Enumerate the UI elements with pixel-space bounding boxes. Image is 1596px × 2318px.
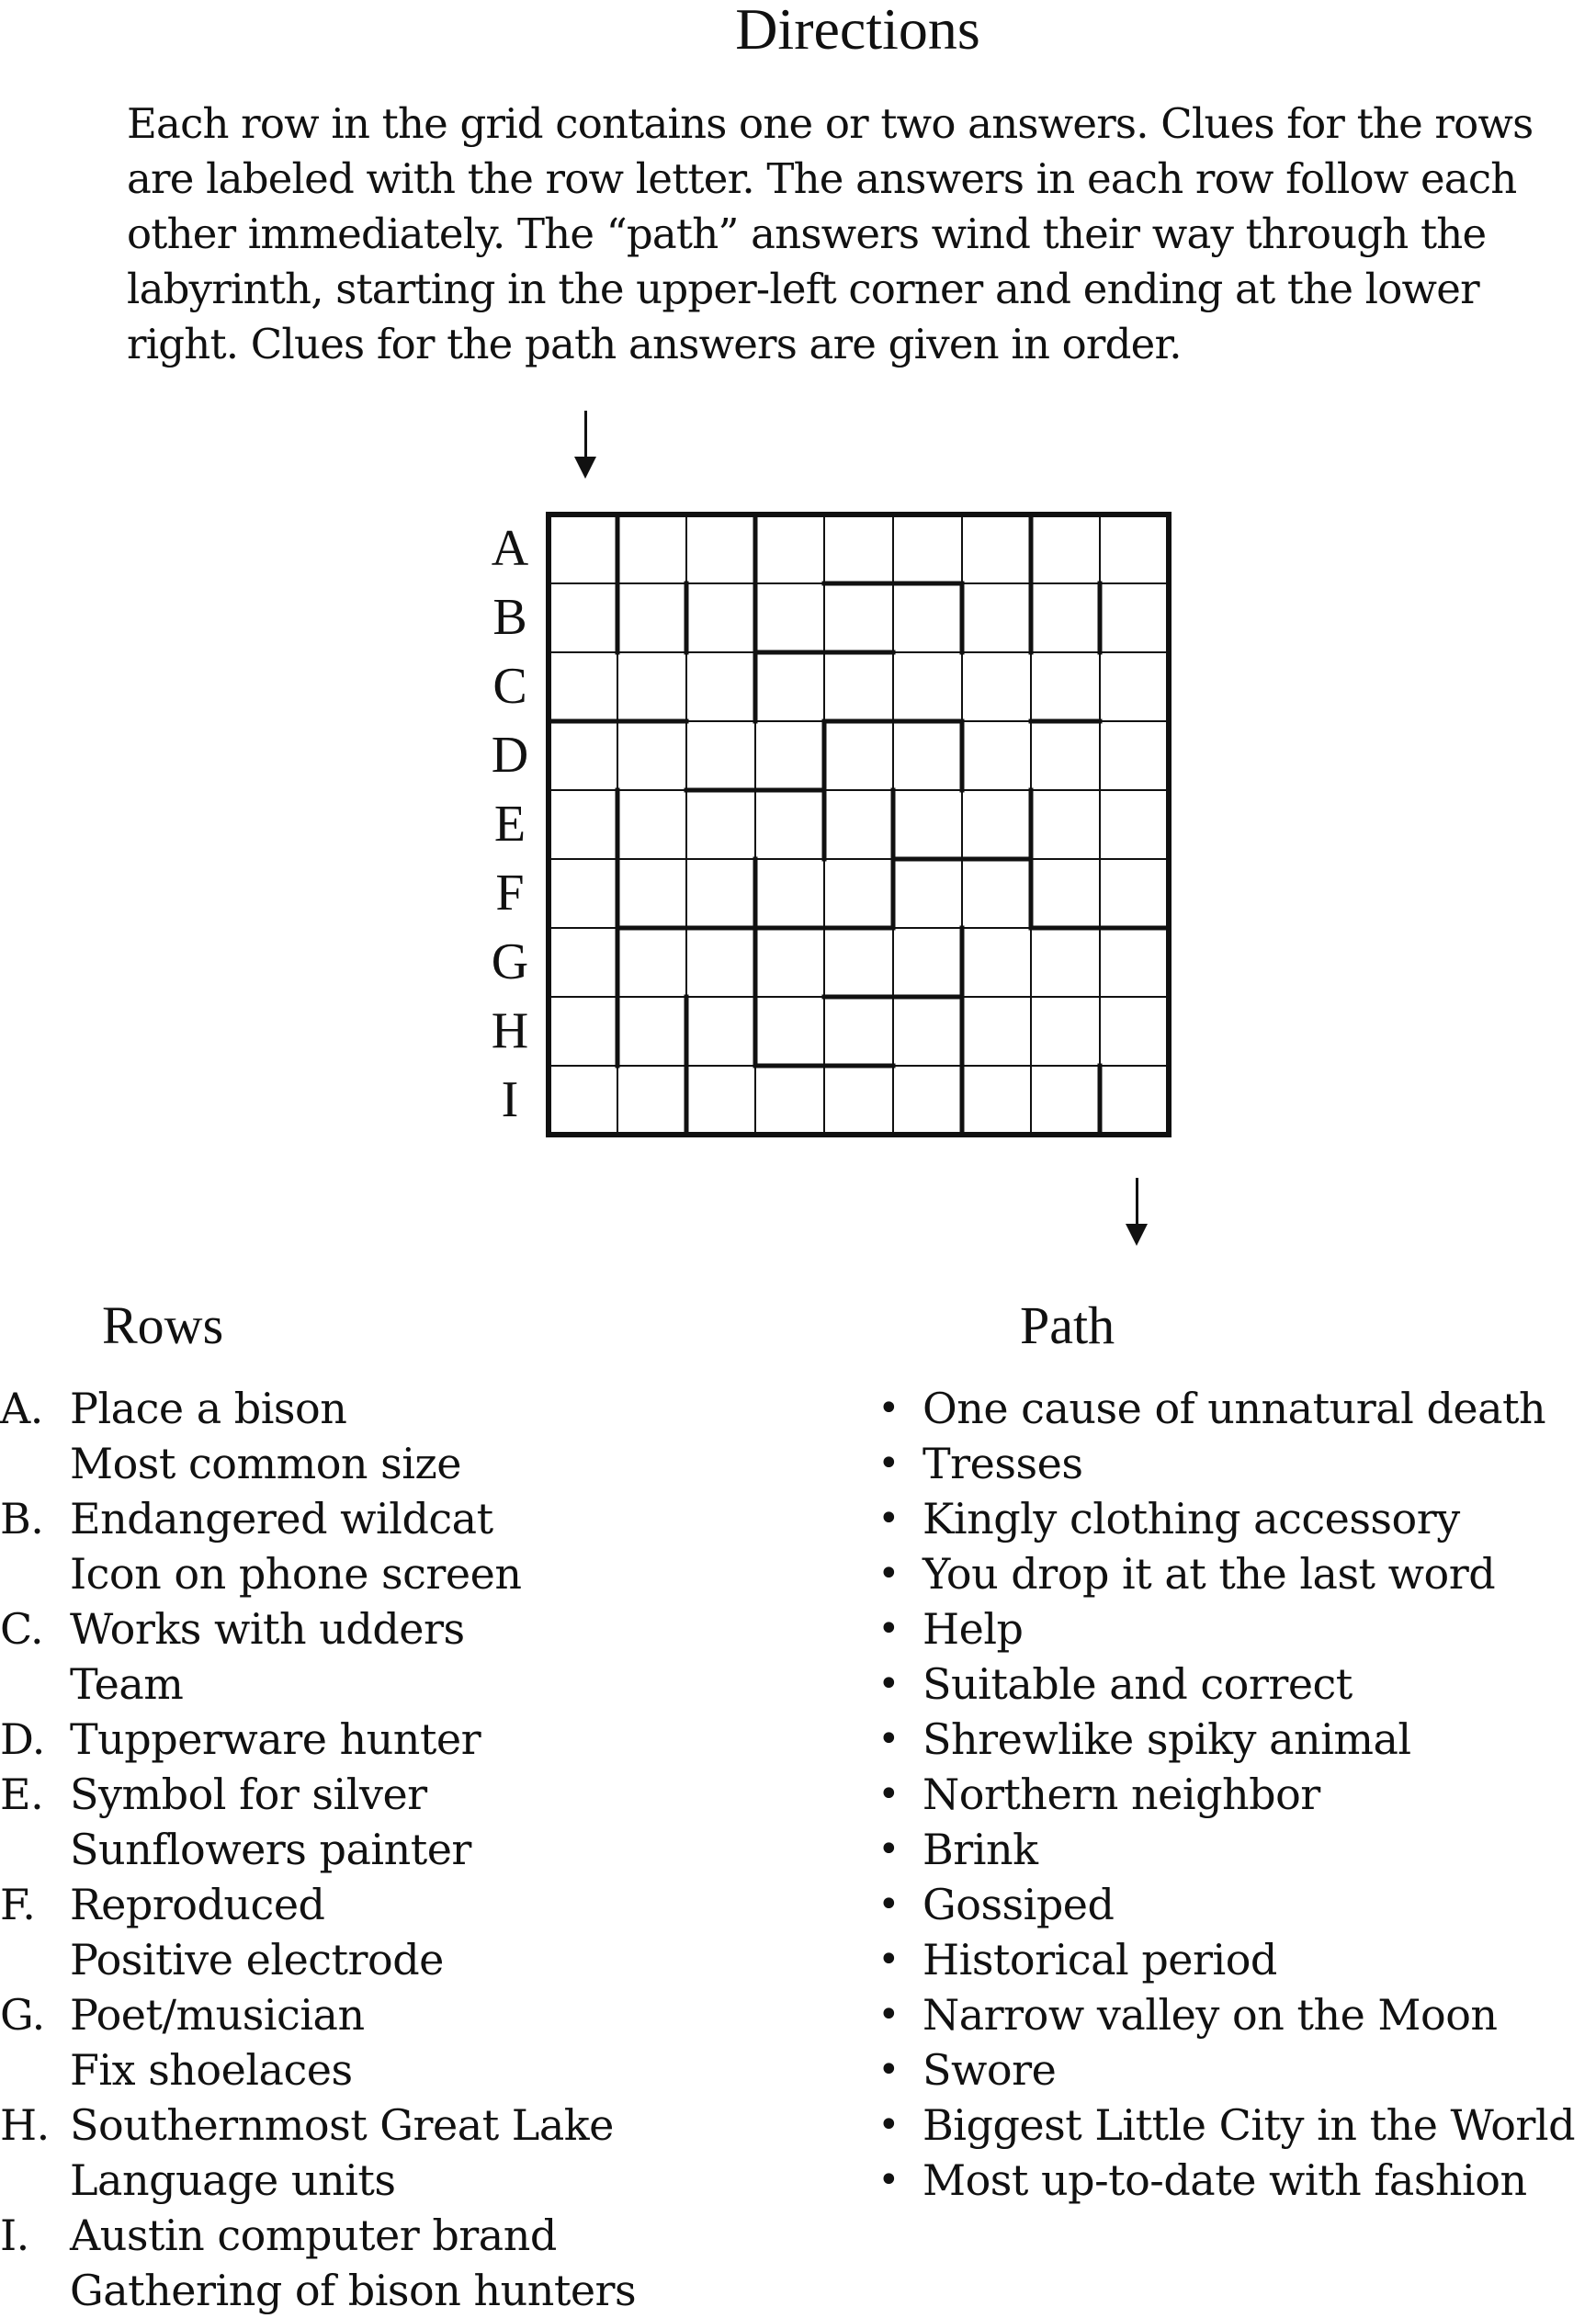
row-label: B	[492, 589, 527, 646]
path-clue	[855, 2153, 1590, 2208]
path-clue	[855, 1436, 1590, 1491]
path-clue	[855, 1491, 1590, 1546]
bullet-icon: •	[877, 2104, 900, 2146]
path-clue-text: Gossiped	[923, 1880, 1115, 1929]
clue-letter: H.	[0, 2100, 50, 2150]
clue-letter: C.	[0, 1604, 44, 1654]
path-clue	[855, 1712, 1590, 1767]
bullet-icon: •	[877, 1773, 900, 1815]
clue-text: Gathering of bison hunters	[70, 2266, 637, 2315]
clue-text: Place a bison	[70, 1384, 347, 1433]
bullet-icon: •	[877, 1387, 900, 1430]
clue-letter: I.	[0, 2211, 29, 2260]
path-clue	[855, 1987, 1590, 2042]
path-clue	[855, 1657, 1590, 1712]
clue-text: Tupperware hunter	[70, 1714, 481, 1764]
path-clue	[855, 1822, 1590, 1877]
bullet-icon: •	[877, 2159, 900, 2201]
path-clue-text: Historical period	[923, 1935, 1277, 1984]
path-clue	[855, 1877, 1590, 1932]
clue-text: Works with udders	[70, 1604, 465, 1654]
row-clues-list	[0, 1381, 809, 2318]
clue-letter: E.	[0, 1770, 44, 1819]
path-heading: Path	[1020, 1295, 1115, 1355]
path-clue-text: Brink	[923, 1825, 1038, 1874]
row-clue-a	[0, 1381, 809, 1491]
row-label: E	[493, 796, 526, 853]
path-clue	[855, 1546, 1590, 1601]
rows-heading: Rows	[102, 1295, 224, 1355]
clue-letter: G.	[0, 1990, 45, 2040]
bullet-icon: •	[877, 1553, 900, 1595]
path-clue-text: Kingly clothing accessory	[923, 1494, 1460, 1543]
path-clue	[855, 1601, 1590, 1657]
row-clue-f	[0, 1877, 809, 1987]
clue-text: Positive electrode	[70, 1935, 444, 1984]
path-clue-text: Suitable and correct	[923, 1659, 1353, 1709]
path-clue	[855, 1767, 1590, 1822]
path-clue	[855, 1932, 1590, 1987]
row-clue-h	[0, 2098, 809, 2208]
row-clue-d	[0, 1712, 809, 1767]
clue-text: Endangered wildcat	[70, 1494, 493, 1543]
path-clue-text: Shrewlike spiky animal	[923, 1714, 1411, 1764]
clue-text: Austin computer brand	[70, 2211, 557, 2260]
clue-text: Fix shoelaces	[70, 2045, 353, 2095]
row-label: F	[495, 865, 525, 922]
bullet-icon: •	[877, 2049, 900, 2091]
clue-text: Poet/musician	[70, 1990, 365, 2040]
bullet-icon: •	[877, 1442, 900, 1485]
bullet-icon: •	[877, 1718, 900, 1760]
bullet-icon: •	[877, 1663, 900, 1705]
bullet-icon: •	[877, 1994, 900, 2036]
row-label: D	[491, 727, 529, 784]
bullet-icon: •	[877, 1939, 900, 1981]
grid-border	[549, 514, 1169, 1135]
clue-text: Southernmost Great Lake	[70, 2100, 614, 2150]
row-label: H	[491, 1002, 529, 1059]
clue-text: Icon on phone screen	[70, 1549, 522, 1599]
row-label: C	[492, 658, 527, 715]
clue-letter: D.	[0, 1714, 45, 1764]
path-clue-text: Most up-to-date with fashion	[923, 2155, 1527, 2205]
path-clue-text: Help	[923, 1604, 1024, 1654]
path-clue-text: Northern neighbor	[923, 1770, 1320, 1819]
page-title: Directions	[735, 0, 980, 62]
row-clue-e	[0, 1767, 809, 1877]
clue-text: Reproduced	[70, 1880, 325, 1929]
path-clue-text: One cause of unnatural death	[923, 1384, 1546, 1433]
clue-letter: B.	[0, 1494, 44, 1543]
path-clue	[855, 2098, 1590, 2153]
row-clue-c	[0, 1601, 809, 1712]
clue-text: Symbol for silver	[70, 1770, 427, 1819]
path-clue	[855, 1381, 1590, 1436]
row-label: G	[491, 933, 529, 990]
path-clue-text: You drop it at the last word	[923, 1549, 1496, 1599]
row-clue-b	[0, 1491, 809, 1601]
row-clue-i	[0, 2208, 809, 2318]
path-clue	[855, 2042, 1590, 2098]
bullet-icon: •	[877, 1828, 900, 1871]
end-arrow-icon	[1126, 1178, 1148, 1251]
row-label: I	[501, 1071, 519, 1128]
bullet-icon: •	[877, 1498, 900, 1540]
clue-text: Team	[70, 1659, 184, 1709]
row-clue-g	[0, 1987, 809, 2098]
path-clue-text: Biggest Little City in the World	[923, 2100, 1576, 2150]
path-clue-text: Tresses	[923, 1439, 1083, 1488]
clue-text: Most common size	[70, 1439, 461, 1488]
row-label: A	[491, 520, 529, 577]
path-clue-text: Narrow valley on the Moon	[923, 1990, 1498, 2040]
path-clues-list	[855, 1381, 1590, 2208]
path-clue-text: Swore	[923, 2045, 1057, 2095]
bullet-icon: •	[877, 1608, 900, 1650]
clue-text: Sunflowers painter	[70, 1825, 471, 1874]
directions-text: Each row in the grid contains one or two answers. Clues for the rows are labeled with the row letter. The answers in each row follow each other immediately. The “path” answers wind their way through the labyrinth, starting in the upper-left corner and ending at the lower right. Clues for the path answers are given in order.	[127, 99, 1534, 368]
clue-letter: A.	[0, 1384, 43, 1433]
clue-text: Language units	[70, 2155, 396, 2205]
bullet-icon: •	[877, 1883, 900, 1926]
clue-letter: F.	[0, 1880, 36, 1929]
